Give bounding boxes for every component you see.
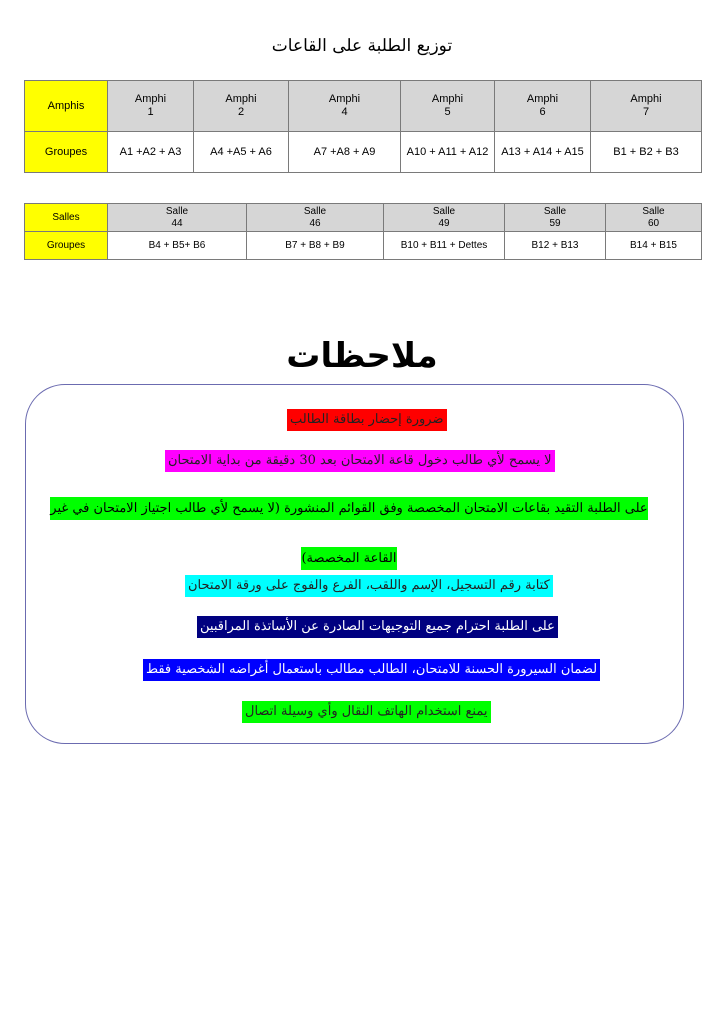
note-item: كتابة رقم التسجيل، الإسم واللقب، الفرع والفوج على ورقة الامتحان [185, 575, 553, 597]
salles-label: Salles [25, 204, 108, 232]
note-item: يمنع استخدام الهاتف النقال وأي وسيلة اتصال [242, 701, 491, 723]
salle-groups-cell: B10 + B11 + Dettes [384, 232, 505, 260]
amphi-header: Amphi 5 [401, 81, 495, 132]
page-title: توزيع الطلبة على القاعات [271, 36, 453, 56]
notes-title: ملاحظات [286, 336, 438, 376]
amphi-header: Amphi 6 [495, 81, 591, 132]
groupes-label: Groupes [25, 132, 108, 173]
note-item: لضمان السيرورة الحسنة للامتحان، الطالب مطالب باستعمال أغراضه الشخصية فقط [143, 659, 600, 681]
amphi-header: Amphi 7 [591, 81, 702, 132]
amphi-groups-cell: A13 + A14 + A15 [495, 132, 591, 173]
groupes-label: Groupes [25, 232, 108, 260]
salle-groups-cell: B12 + B13 [505, 232, 606, 260]
amphis-table [24, 80, 702, 173]
salle-header: Salle 46 [247, 204, 384, 232]
note-item: ضرورة إحضار بطاقة الطالب [287, 409, 447, 431]
amphi-header: Amphi 1 [108, 81, 194, 132]
amphi-header: Amphi 4 [289, 81, 401, 132]
salle-header: Salle 49 [384, 204, 505, 232]
note-item: على الطلبة احترام جميع التوجيهات الصادرة عن الأساتذة المراقبين [197, 616, 558, 638]
salle-groups-cell: B4 + B5+ B6 [108, 232, 247, 260]
salle-header: Salle 44 [108, 204, 247, 232]
salle-header: Salle 59 [505, 204, 606, 232]
salle-groups-cell: B14 + B15 [606, 232, 702, 260]
salle-header: Salle 60 [606, 204, 702, 232]
amphi-groups-cell: A4 +A5 + A6 [194, 132, 289, 173]
amphi-groups-cell: B1 + B2 + B3 [591, 132, 702, 173]
amphi-groups-cell: A7 +A8 + A9 [289, 132, 401, 173]
amphi-groups-cell: A1 +A2 + A3 [108, 132, 194, 173]
amphis-label: Amphis [25, 81, 108, 132]
salle-groups-cell: B7 + B8 + B9 [247, 232, 384, 260]
salles-table [24, 203, 702, 260]
note-item: لا يسمح لأي طالب دخول قاعة الامتحان بعد 30 دقيقة من بداية الامتحان [165, 450, 555, 472]
note-item: على الطلبة التقيد بقاعات الامتحان المخصصة وفق القوائم المنشورة (لا يسمح لأي طالب اجتياز الامتحان في غير القاعة المخصصة) [38, 484, 660, 584]
amphi-header: Amphi 2 [194, 81, 289, 132]
amphi-groups-cell: A10 + A11 + A12 [401, 132, 495, 173]
